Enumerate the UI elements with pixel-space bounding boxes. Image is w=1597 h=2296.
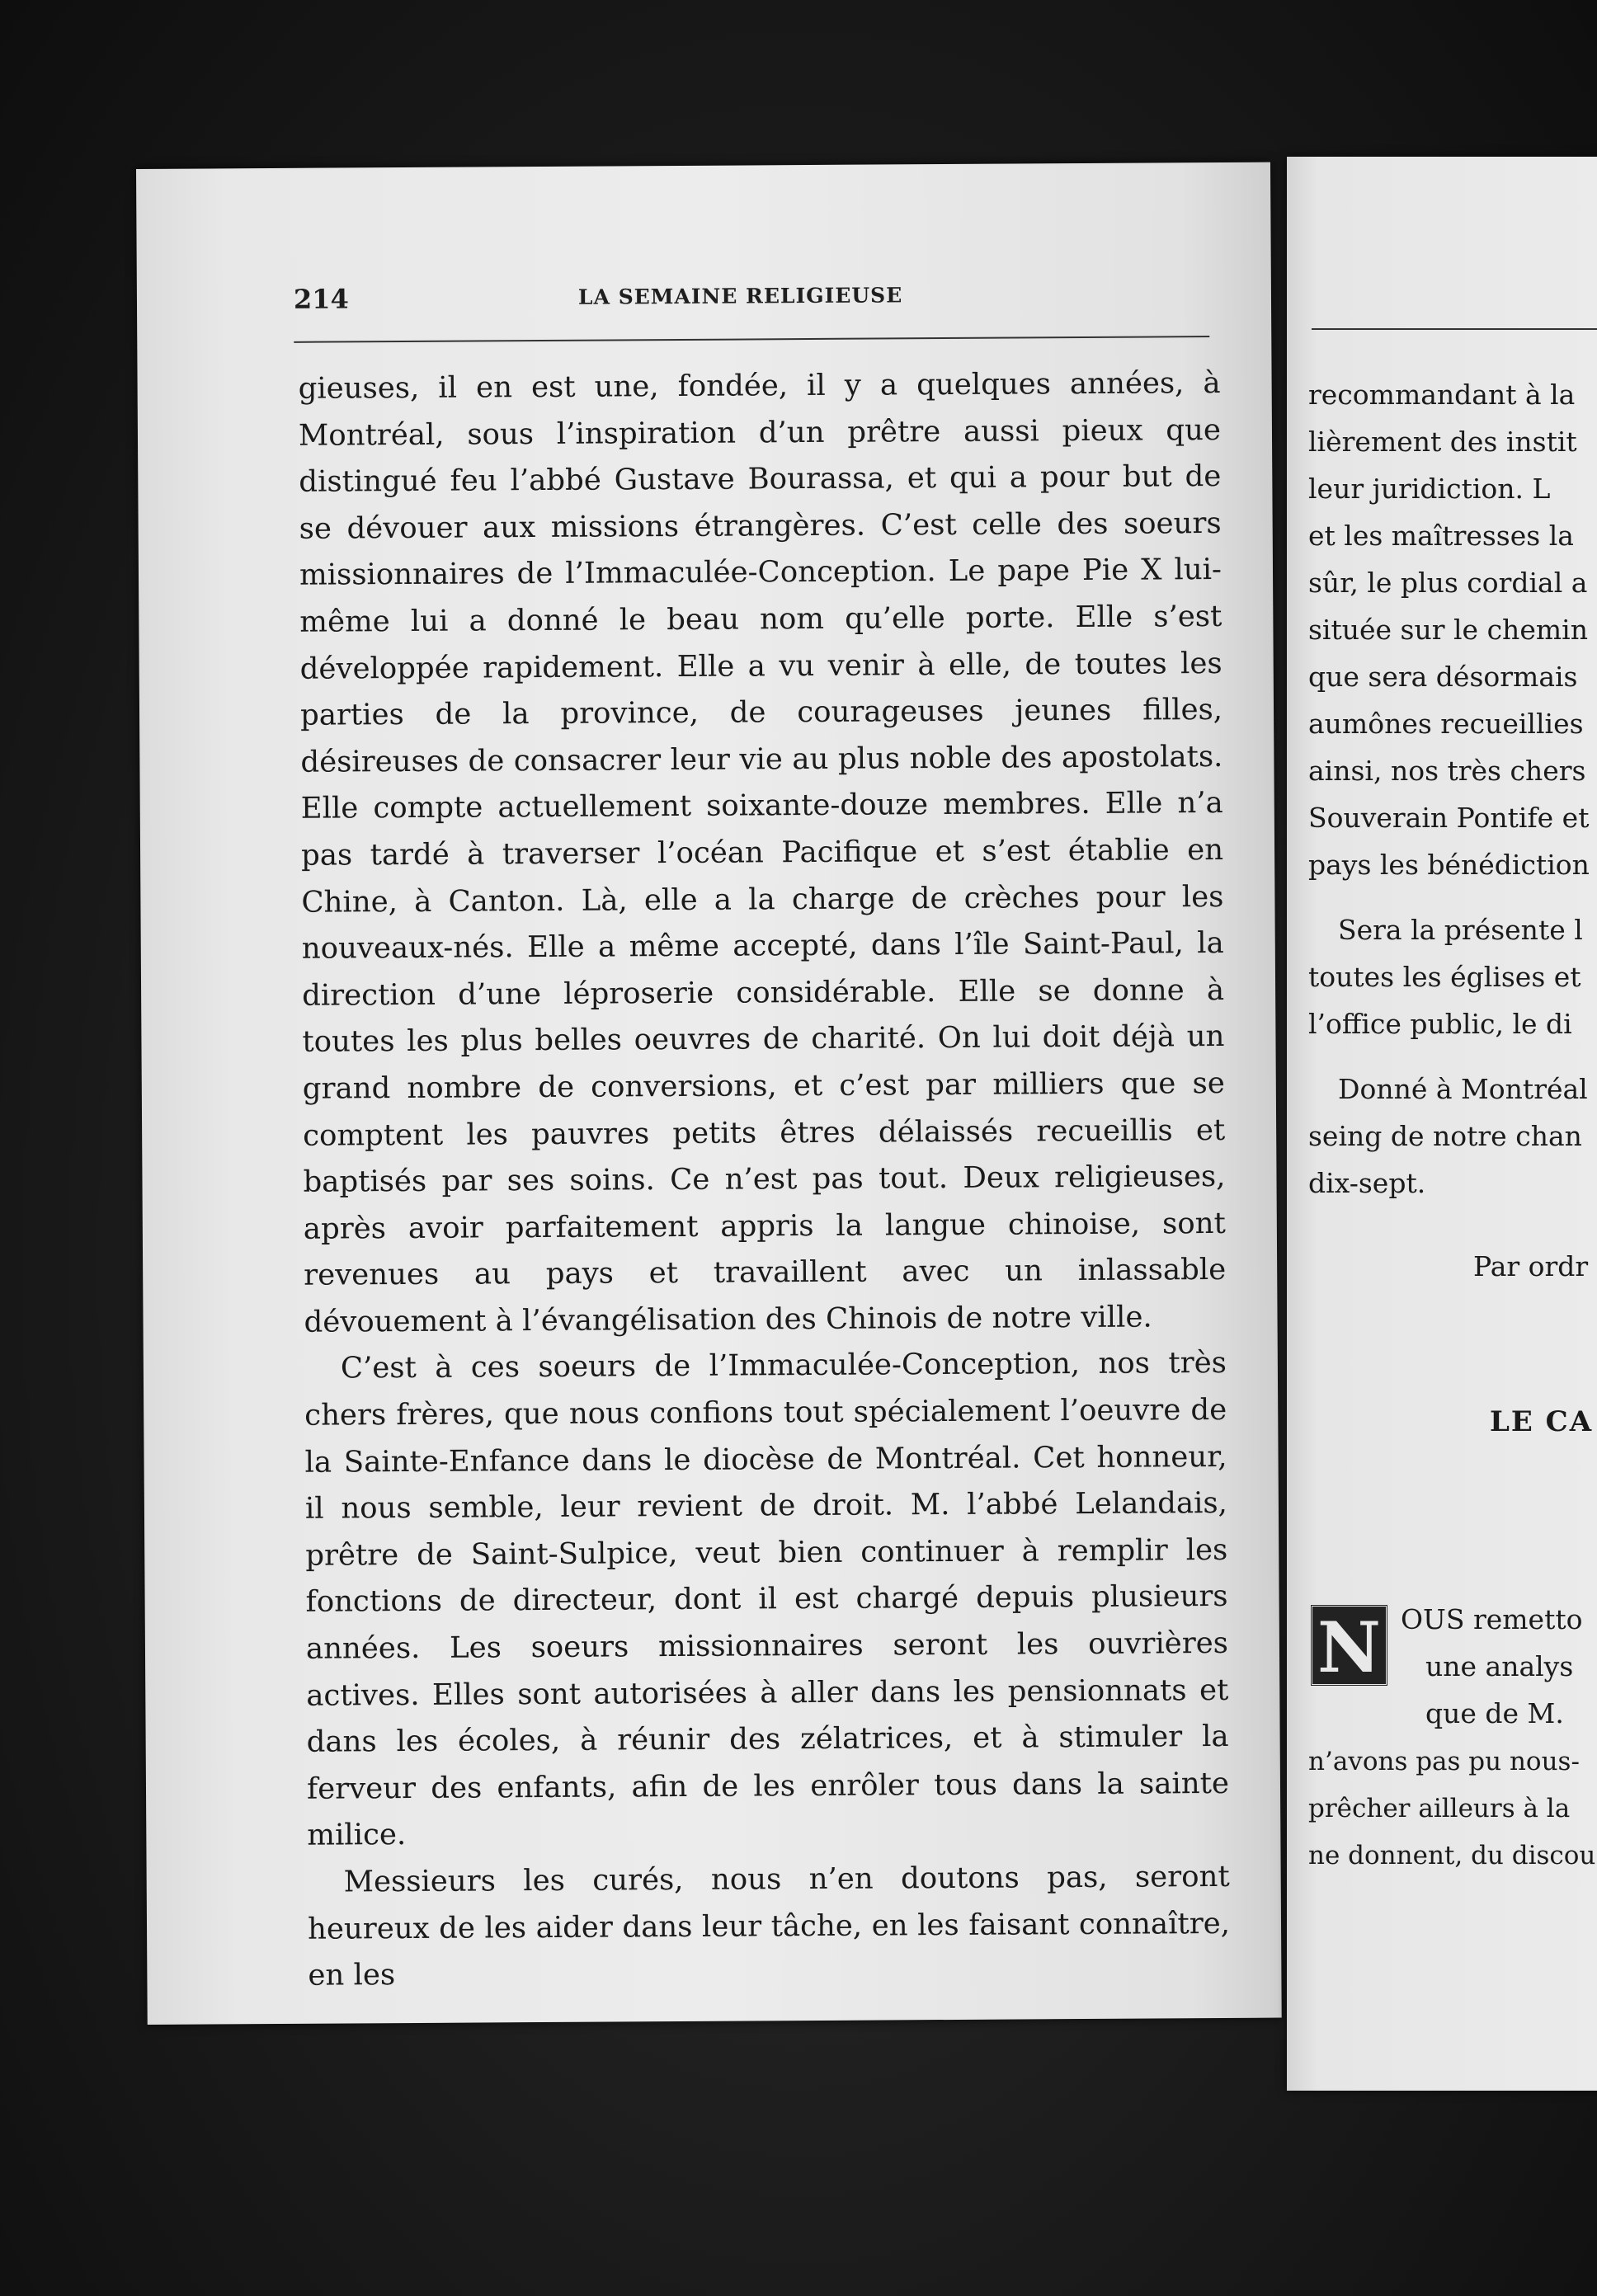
- text-line: OUS remetto: [1401, 1603, 1583, 1635]
- right-page-text: [1308, 371, 1597, 1446]
- header-rule: [1312, 328, 1597, 330]
- text-line: que de M.: [1425, 1697, 1564, 1729]
- signature-line: Par ordr: [1473, 1250, 1589, 1282]
- text-line: l’office public, le di: [1308, 1008, 1572, 1040]
- dropcap-text: [1401, 1596, 1597, 1737]
- text-line: n’avons pas pu nous-: [1308, 1747, 1580, 1776]
- page-number: 214: [293, 283, 349, 315]
- text-line: lièrement des instit: [1308, 426, 1577, 458]
- left-page: [136, 162, 1282, 2025]
- text-line: sûr, le plus cordial a: [1308, 567, 1588, 599]
- section-heading: LE CA: [1490, 1405, 1594, 1438]
- text-line: Souverain Pontife et: [1308, 802, 1590, 834]
- text-line: Donné à Montréal: [1338, 1073, 1588, 1105]
- body-text: [298, 360, 1230, 2000]
- page-header: [294, 278, 1209, 343]
- text-line: ne donnent, du discou: [1308, 1841, 1596, 1870]
- text-line: prêcher ailleurs à la: [1308, 1794, 1571, 1823]
- right-page: [1287, 157, 1597, 2091]
- paragraph: C’est à ces soeurs de l’Immaculée-Conception, nos très chers frères, que nous confions tout spécialement l’oeuvre de la Sainte-Enfance dans le diocèse de Montréal. Cet honneur, il nous semble, leur revient de droit. M. l’abbé Lelandais, prêtre de Saint-Sulpice, veut bien continuer à remplir les fonctions de directeur, dont il est chargé depuis plusieurs années. Les soeurs missionnaires seront les ouvrières actives. Elles sont autorisées à aller dans les pensionnats et dans les écoles, à réunir des zélatrices, et à stimuler la ferveur des enfants, afin de les enrôler tous dans la sainte milice.: [304, 1346, 1230, 1853]
- text-line: aumônes recueillies: [1308, 708, 1584, 740]
- text-line: une analys: [1425, 1650, 1574, 1682]
- text-line: Sera la présente l: [1338, 914, 1583, 946]
- text-line: pays les bénédiction: [1308, 849, 1590, 881]
- text-line: et les maîtresses la: [1308, 520, 1574, 552]
- text-line: recommandant à la: [1308, 379, 1576, 411]
- paragraph: Messieurs les curés, nous n’en doutons pas, seront heureux de les aider dans leur tâche, en les faisant connaître, en les: [307, 1859, 1231, 1993]
- dropcap-initial: N: [1310, 1604, 1388, 1687]
- right-page-text-continued: [1308, 1738, 1597, 1880]
- running-title: LA SEMAINE RELIGIEUSE: [577, 283, 903, 309]
- text-line: seing de notre chan: [1308, 1120, 1582, 1152]
- text-line: que sera désormais: [1308, 661, 1578, 693]
- text-line: dix-sept.: [1308, 1167, 1426, 1199]
- paragraph: gieuses, il en est une, fondée, il y a quelques années, à Montréal, sous l’inspiration d’un prêtre aussi pieux que distingué feu l’abbé Gustave Bourassa, et qui a pour but de se dévouer aux missions étrangères. C’est celle des soeurs missionnaires de l’Immaculée-Conception. Le pape Pie X lui-même lui a donné le beau nom qu’elle porte. Elle s’est développée rapidement. Elle a vu venir à elle, de toutes les parties de la province, de courageuses jeunes filles, désireuses de consacrer leur vie au plus noble des apostolats. Elle compte actuellement soixante-douze membres. Elle n’a pas tardé à traverser l’océan Pacifique et s’est établie en Chine, à Canton. Là, elle a la charge de crèches pour les nouveaux-nés. Elle a même accepté, dans l’île Saint-Paul, la direction d’une léproserie considérable. Elle se donne à toutes les plus belles oeuvres de charité. On lui doit déjà un grand nombre de conversions, et c’est par milliers que se comptent les pauvres petits êtres délaissés recueillis et baptisés par ses soins. Ce n’est pas tout. Deux religieuses, après avoir parfaitement appris la langue chinoise, sont revenues au pays et travaillent avec un inlassable dévouement à l’évangélisation des Chinois de notre ville.: [298, 365, 1227, 1339]
- text-line: située sur le chemin: [1308, 614, 1588, 646]
- text-line: toutes les églises et: [1308, 961, 1581, 993]
- text-line: ainsi, nos très chers: [1308, 755, 1586, 787]
- text-line: leur juridiction. L: [1308, 473, 1551, 505]
